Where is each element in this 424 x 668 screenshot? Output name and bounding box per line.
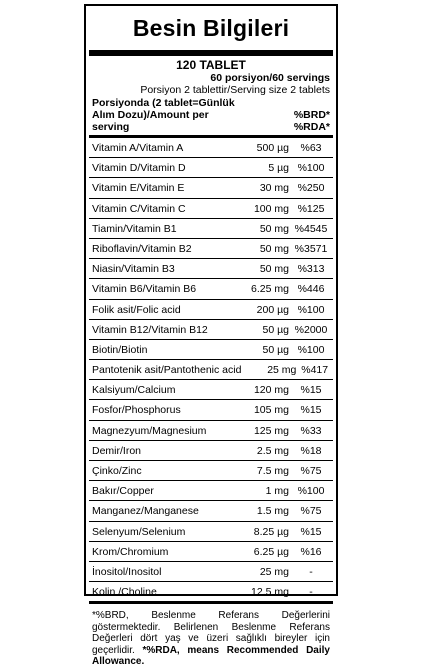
nutrient-name: Bakır/Copper [92,485,154,498]
nutrient-name: İnositol/Inositol [92,565,162,578]
nutrient-rda: %100 [297,303,325,316]
table-row [89,239,333,259]
nutrient-name: Vitamin D/Vitamin D [92,162,186,175]
label-title: Besin Bilgileri [132,15,290,41]
nutrient-rda: %63 [300,142,322,154]
nutrient-amount: 12.5 mg [251,586,289,599]
nutrient-amount: 50 mg [259,222,289,235]
nutrient-amount: 1.5 mg [256,505,289,518]
nutrient-name: Demir/Iron [92,444,142,457]
nutrient-rda: %100 [297,162,325,175]
nutrient-name: Vitamin B12/Vitamin B12 [92,323,208,336]
nutrient-name: Krom/Chromium [92,545,169,558]
nutrient-amount: 120 mg [253,384,289,397]
nutrient-amount: 2.5 mg [256,444,289,457]
table-row [89,562,333,582]
table-row [89,522,333,542]
nutrient-name: Selenyum/Selenium [92,525,186,538]
table-row [89,441,333,461]
nutrient-rda: %4545 [294,222,328,235]
table-row [89,481,333,501]
nutrient-rda: %33 [300,424,322,437]
table-row [89,501,333,521]
nutrient-rda: %16 [300,545,322,558]
label-header [86,56,336,133]
footnote-tr: *%BRD, Beslenme Referans Değerlerini göstermektedir. Belirlenen Beslenme Referans Değerleri dört yaş ve üzeri sağlıklı bireyler için geçerlidir. [92,610,330,656]
nutrient-rda: %100 [297,485,325,498]
rda-header-tr: %BRD* [293,109,330,121]
serving-size-text: Porsiyon 2 tablettir/Serving size 2 tablets [140,84,330,96]
nutrient-rda: - [309,565,313,578]
nutrient-amount: 1 mg [265,485,289,498]
nutrient-name: Vitamin C/Vitamin C [92,202,186,215]
nutrient-rda: %100 [297,343,325,356]
table-row [89,582,333,602]
nutrient-rda: %313 [297,263,325,276]
rda-header [294,109,330,133]
nutrient-rda: %75 [300,505,322,518]
nutrient-amount: 50 µg [262,323,289,336]
servings-text: 60 porsiyon/60 servings [210,72,330,84]
nutrient-amount: 100 mg [253,202,289,215]
nutrient-name: Niasin/Vitamin B3 [92,263,175,276]
nutrient-amount: 25 mg [259,565,289,578]
nutrient-rda: %417 [301,364,329,377]
table-row [89,219,333,239]
table-row [89,340,333,360]
nutrient-amount: 50 mg [259,242,289,255]
nutrient-amount: 50 mg [259,263,289,276]
nutrient-name: Pantotenik asit/Pantothenic acid [92,364,242,377]
nutrition-facts-panel [84,4,338,668]
table-row [89,259,333,279]
nutrient-amount: 125 mg [253,424,289,437]
table-row [89,421,333,441]
nutrient-rda: %15 [300,384,322,397]
nutrient-rda: %75 [300,465,322,477]
nutrient-rda: - [309,586,313,599]
table-row [89,158,333,178]
table-row [89,542,333,562]
nutrient-name: Folik asit/Folic acid [92,303,181,316]
nutrient-amount: 200 µg [256,303,289,316]
nutrient-name: Riboflavin/Vitamin B2 [92,242,192,255]
nutrient-rda: %446 [297,283,325,296]
nutrient-name: Çinko/Zinc [92,465,142,477]
nutrient-name: Tiamin/Vitamin B1 [92,222,177,235]
nutrient-amount: 6.25 µg [253,545,289,558]
nutrient-amount: 6.25 mg [251,283,289,296]
nutrient-table [89,138,333,602]
nutrient-rda: %3571 [294,242,328,255]
nutrient-amount: 7.5 mg [256,465,289,477]
footnote-en: *%RDA, means Recommended Daily Allowance. [92,644,330,668]
table-row [89,360,333,380]
nutrient-rda: %18 [300,444,322,457]
table-row [89,178,333,198]
nutrient-rda: %15 [300,404,322,417]
nutrient-amount: 30 mg [259,182,289,195]
nutrient-name: Vitamin A/Vitamin A [92,142,184,154]
nutrient-name: Manganez/Manganese [92,505,199,518]
per-serving-label: Porsiyonda (2 tablet=Günlük Alım Dozu)/Amount per serving [92,97,235,133]
nutrient-amount: 8.25 µg [253,525,289,538]
nutrient-amount: 5 µg [268,162,289,175]
table-row [89,199,333,219]
amount-per-serving-header [92,97,330,133]
nutrient-rda: %2000 [294,323,328,336]
nutrient-rda: %15 [300,525,322,538]
tablet-count: 120 TABLET [176,58,246,72]
nutrient-name: Kalsiyum/Calcium [92,384,176,397]
table-row [89,279,333,299]
table-row [89,380,333,400]
nutrient-name: Magnezyum/Magnesium [92,424,207,437]
nutrient-amount: 105 mg [253,404,289,417]
table-row [89,461,333,481]
nutrient-amount: 25 mg [267,364,297,377]
nutrient-rda: %250 [297,182,325,195]
nutrient-name: Biotin/Biotin [92,343,148,356]
nutrient-name: Vitamin E/Vitamin E [92,182,185,195]
nutrient-name: Fosfor/Phosphorus [92,404,181,417]
footnote [89,602,333,668]
nutrient-rda: %125 [297,202,325,215]
table-row [89,300,333,320]
nutrient-name: Vitamin B6/Vitamin B6 [92,283,197,296]
nutrient-amount: 50 µg [262,343,289,356]
table-row [89,400,333,420]
nutrient-amount: 500 µg [256,142,289,154]
table-row [89,320,333,340]
rda-header-en: %RDA* [293,121,330,133]
nutrient-name: Kolin /Choline [92,586,157,599]
table-row [89,138,333,158]
